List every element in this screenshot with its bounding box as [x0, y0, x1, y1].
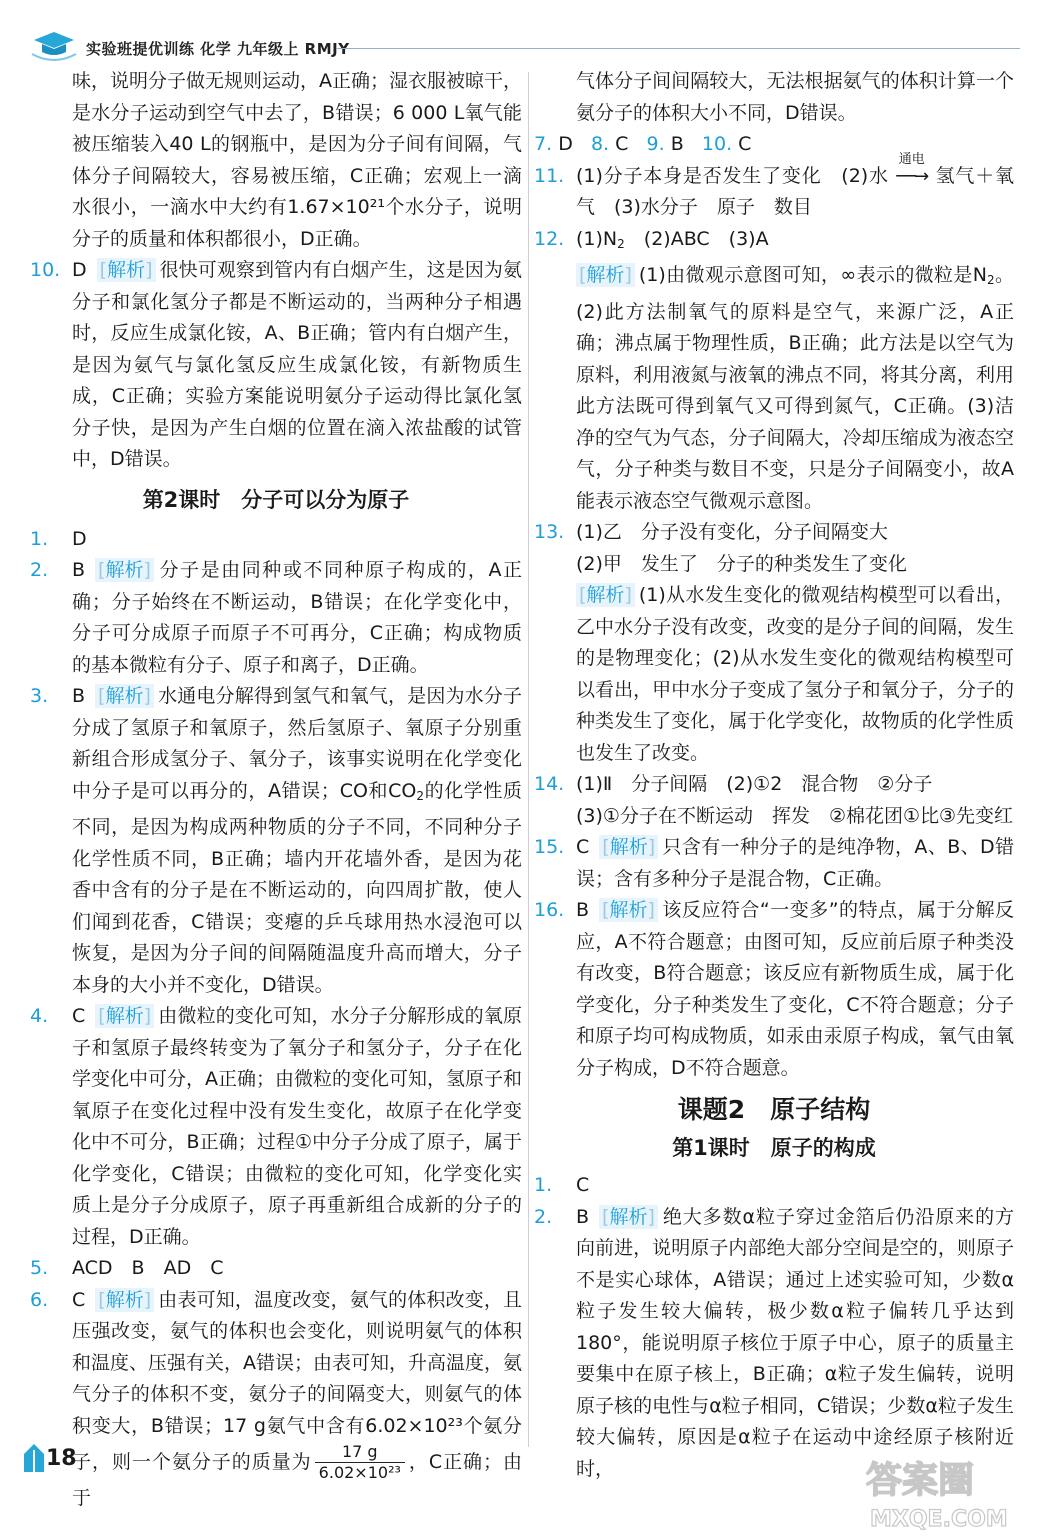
question-number: 10.	[30, 259, 61, 281]
intro-line: 体分子间隔较大，容易被压缩，C正确；宏观上一滴	[72, 164, 522, 187]
analysis-text: 很快可观察到管内有白烟产生，这是因为氨分子和氯化氢分子都是不断运动的，当两种分子相遇时，反应生成氯化铵，A、B正确；管内有白烟产生，是因为氨气与氯化氢反应生成氯化铵，有新物质生成，C正确；实验方案能说明氨分子运动得比氯化氢分子快，是因为产生白烟的位置在滴入浓盐酸的试管中，D错误。	[72, 259, 522, 470]
answer: C	[576, 836, 590, 858]
mass-fraction	[315, 1442, 405, 1483]
intro-line: 味，说明分子做无规则运动，A正确；湿衣服被晾干，	[72, 70, 522, 92]
analysis-tag: [ 解析 ]	[576, 263, 635, 287]
answers-7-10	[534, 129, 1014, 161]
analysis-text: 由表可知，温度改变，氨气的体积改变，且压强改变，氨气的体积也会变化，则说明氨气的体积和温度、压强有关，A错误；由表可知，升高温度，氨气分子的体积不变，氨分子的间隔变大，则氨气的体积变大，B错误；17 g氨气中含有6.02×10²³个氨分子，则一个氨分子的质量为	[72, 1288, 522, 1473]
question-number: 11.	[534, 164, 565, 187]
analysis-text: 水通电分解得到氢气和氧气，是因为水分子分成了氢原子和氧原子，然后氢原子、氧原子分别重新组合形成氢分子、氧分子，该事实说明在化学变化中分子是可以再分的，A错误；CO和CO	[72, 685, 522, 802]
analysis-tag: [ 解析 ]	[95, 558, 154, 582]
analysis	[576, 580, 1014, 769]
analysis-text: (1)从水发生变化的微观结构模型可以看出，乙中水分子没有改变，改变的是分子间的间隔，发生的是物理变化；(2)从水发生变化的微观结构模型可以看出，甲中水分子变成了氢分子和氧分子，分子的种类发生了变化，属于化学变化，故物质的化学性质也发生了改变。	[576, 584, 1014, 764]
arrow-icon: ──→	[896, 165, 928, 187]
question-number: 12.	[534, 227, 565, 250]
fraction-denominator: 6.02×10²³	[318, 1463, 401, 1482]
series-title: 实验班提优训练 化学 九年级上 RMJY	[86, 40, 350, 58]
answer-text: 氢气＋氧气 (3)水分子 原子 数目	[576, 164, 1014, 218]
answer-text: (1)N	[576, 227, 618, 250]
question-number: 9.	[646, 133, 665, 155]
subscript: 2	[416, 788, 425, 803]
question-number: 3.	[30, 685, 49, 707]
analysis-text: 该反应符合“一变多”的特点，属于分解反应，A不符合题意；由图可知，反应前后原子种类没有改变，B符合题意；该反应有新物质生成，属于化学变化，分子种类发生了变化，C不符合题意；分子和原子均可构成物质，如汞由汞原子构成，氧气由氧分子构成，D不符合题意。	[576, 899, 1014, 1079]
header-rule	[336, 48, 1020, 49]
reaction-arrow	[889, 151, 935, 187]
answer: ACD B AD C	[72, 1257, 224, 1279]
question-1-atom	[534, 1170, 1014, 1202]
answer: B	[576, 899, 590, 921]
analysis-text: 表示的微粒是N	[856, 264, 987, 286]
question-6	[30, 1285, 522, 1515]
analysis-tag: [ 解析 ]	[97, 258, 156, 282]
answer: C	[738, 133, 752, 155]
answer: B	[72, 559, 86, 581]
intro-line: 分子的质量和体积都很小，D正确。	[72, 227, 372, 250]
answer: B	[670, 133, 684, 155]
answer: C	[72, 1288, 86, 1311]
answer-line: (1)乙 分子没有变化，分子间隔变大	[576, 521, 888, 543]
question-13	[534, 517, 1014, 769]
analysis-text: (1)由微观示意图可知，	[638, 264, 841, 286]
question-number: 15.	[534, 836, 565, 858]
answer: D	[72, 259, 87, 281]
question-number: 14.	[534, 773, 565, 795]
analysis-text: 只含有一种分子的是纯净物，A、B、D错误；含有多种分子是混合物，C正确。	[576, 836, 1014, 890]
analysis-tag: [ 解析 ]	[599, 898, 658, 922]
question-number: 10.	[701, 133, 733, 155]
page-number: 18	[46, 1446, 77, 1471]
question-10	[30, 255, 522, 476]
analysis-tag: [ 解析 ]	[95, 1004, 154, 1028]
section-title: 课题2 原子结构	[677, 1095, 871, 1124]
answer-line: (3)①分子在不断运动 挥发 ②棉花团①比③先变红	[576, 804, 1014, 827]
question-number: 2.	[534, 1205, 553, 1228]
answer: C	[576, 1174, 590, 1196]
analysis-text: 。(2)此方法制氧气的原料是空气，来源广泛，A正确；沸点属于物理性质，B正确；此方法是以空气为原料，利用液氮与液氧的沸点不同，将其分离，利用此方法既可得到氧气又可得到氮气，C正确。(3)洁净的空气为气态，分子间隔大，冷却压缩成为液态空气，分子种类与数目不变，只是分子间隔变小，故A能表示液态空气微观示意图。	[576, 264, 1014, 512]
subsection-title: 第1课时 原子的构成	[672, 1136, 876, 1160]
analysis-tag: [ 解析 ]	[599, 835, 658, 859]
question-14	[534, 769, 1014, 832]
page-header	[30, 26, 1020, 66]
watermark-url: MXQE.COM	[870, 1507, 1008, 1532]
question-number: 1.	[30, 527, 49, 550]
answer-text: (1)分子本身是否发生了变化 (2)水	[576, 164, 889, 187]
watermark-logo-icon	[860, 1448, 1030, 1534]
question-number: 8.	[590, 133, 610, 155]
analysis	[576, 260, 1014, 517]
answer-line: (1)Ⅱ 分子间隔 (2)①2 混合物 ②分子	[576, 773, 933, 795]
subscript: 2	[986, 273, 995, 287]
fraction-numerator: 17 g	[315, 1442, 405, 1463]
answer: C	[72, 1005, 86, 1027]
answer: D	[558, 133, 573, 155]
question-12	[534, 224, 1014, 518]
section-title: 第2课时 分子可以分为原子	[142, 487, 410, 512]
analysis-tag: [ 解析 ]	[95, 1288, 154, 1312]
molecule-symbol-icon: ∞	[840, 264, 857, 286]
question-1	[30, 524, 522, 556]
intro-paragraph	[30, 66, 522, 255]
book-logo-icon	[30, 26, 80, 62]
analysis-tag: [ 解析 ]	[95, 684, 154, 708]
question-4	[30, 1001, 522, 1253]
left-column	[30, 66, 522, 1515]
column-divider	[528, 72, 529, 1447]
answer: D	[72, 527, 87, 550]
intro-line: 水很小，一滴水中大约有1.67×10²¹个水分子，说明	[72, 196, 522, 218]
question-3	[30, 681, 522, 1001]
right-column	[534, 66, 1014, 1485]
answer: C	[615, 133, 629, 155]
question-number: 7.	[534, 133, 553, 155]
question-2-atom	[534, 1202, 1014, 1486]
analysis-text: ，C正确；由于	[72, 1451, 522, 1509]
analysis-tag: [ 解析 ]	[576, 583, 635, 607]
analysis-text: 绝大多数α粒子穿过金箔后仍沿原来的方向前进，说明原子内部绝大部分空间是空的，则原子不是实心球体，A错误；通过上述实验可知，少数α粒子发生较大偏转，极少数α粒子偏转几乎达到180°，能说明原子核位于原子中心，原子的质量主要集中在原子核上，B正确；α粒子发生偏转，说明原子核的电性与α粒子相同，C错误；少数α粒子发生较大偏转，原因是α粒子在运动中途经原子核附近时，	[576, 1205, 1014, 1480]
analysis-text: 的化学性质不同，是因为构成两种物质的分子不同，不同种分子化学性质不同，B正确；墙内开花墙外香，是因为花香中含有的分子是在不断运动的，向四周扩散，使人们闻到花香，C错误；变瘪的乒乓球用热水浸泡可以恢复，是因为分子间的间隔随温度升高而增大，分子本身的大小并不变化，D错误。	[72, 779, 522, 996]
question-5	[30, 1253, 522, 1285]
answer-text: (2)ABC (3)A	[624, 227, 769, 250]
question-number: 4.	[30, 1005, 49, 1027]
reaction-condition: 通电	[898, 151, 925, 167]
question-number: 13.	[534, 521, 565, 543]
intro-line: 被压缩装入40 L的钢瓶中，是因为分子间有间隔，气	[72, 133, 522, 155]
question-11	[534, 151, 1014, 224]
subscript: 2	[617, 236, 625, 251]
continued-paragraph: 气体分子间间隔较大，无法根据氨气的体积计算一个氨分子的体积大小不同，D错误。	[576, 70, 1014, 124]
question-number: 5.	[30, 1257, 49, 1279]
intro-line: 是水分子运动到空气中去了，B错误；6 000 L氧气能	[72, 101, 522, 124]
analysis-text: 由微粒的变化可知，水分子分解形成的氧原子和氢原子最终转变为了氧分子和氢分子，分子在化学变化中可分，A正确；由微粒的变化可知，氢原子和氧原子在变化过程中没有发生变化，故原子在化学变化中不可分，B正确；过程①中分子分成了原子，属于化学变化，C错误；由微粒的变化可知，化学变化实质上是分子分成原子，原子再重新组合成新的分子的过程，D正确。	[72, 1005, 522, 1248]
question-number: 6.	[30, 1288, 49, 1311]
answer: B	[576, 1205, 590, 1228]
question-2	[30, 555, 522, 681]
answer-line	[576, 224, 1014, 261]
question-16	[534, 895, 1014, 1084]
answer-line: (2)甲 发生了 分子的种类发生了变化	[576, 552, 907, 575]
question-number: 2.	[30, 559, 49, 581]
question-number: 1.	[534, 1174, 553, 1196]
watermark-text: 答案圈	[866, 1460, 975, 1501]
question-number: 16.	[534, 899, 565, 921]
analysis-tag: [ 解析 ]	[599, 1205, 658, 1229]
answer: B	[72, 685, 86, 707]
analysis-text: 分子是由同种或不同种原子构成的，A正确；分子始终在不断运动，B错误；在化学变化中，分子可分成原子而原子不可再分，C正确；构成物质的基本微粒有分子、原子和离子，D正确。	[72, 559, 522, 676]
question-15	[534, 832, 1014, 895]
